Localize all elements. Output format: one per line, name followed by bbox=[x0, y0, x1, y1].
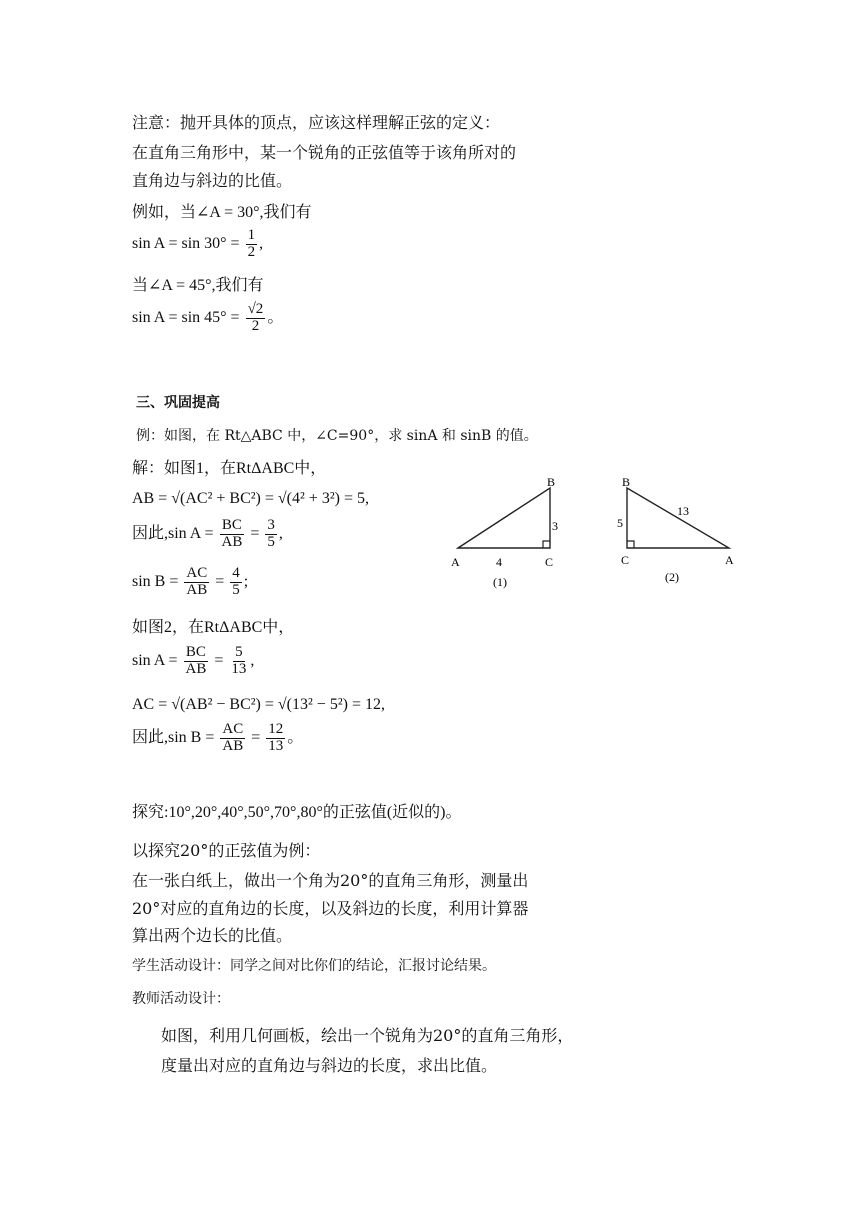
solution-line-8: 因此,sin B = $\frac{AC}{AB}$ = $\frac{12}{13}$ 。 bbox=[132, 721, 304, 754]
figure-1-triangle bbox=[440, 470, 570, 595]
right-angle-mark-2 bbox=[627, 541, 634, 548]
teacher-line-1: 如图，利用几何画板，绘出一个锐角为20°的直角三角形， bbox=[161, 1026, 574, 1045]
example-45-intro: 当∠A = 45°,我们有 bbox=[132, 277, 264, 294]
fig2-label-a: A bbox=[725, 553, 734, 567]
solution-line-2: AB = √(AC² + BC²) = √(4² + 3²) = 5, bbox=[132, 490, 369, 507]
fig1-label-b: B bbox=[547, 475, 556, 489]
example-problem: 例：如图，在 Rt△ABC 中，∠C=90°，求 sinA 和 sinB 的值。 bbox=[136, 428, 538, 444]
fig1-caption: (1) bbox=[493, 575, 507, 589]
teacher-line-2: 度量出对应的直角边与斜边的长度，求出比值。 bbox=[161, 1056, 498, 1075]
fig1-label-a: A bbox=[451, 555, 460, 569]
right-angle-mark-1 bbox=[543, 541, 550, 548]
solution-line-6: sin A = $\frac{BC}{AB}$ = $\frac{5}{13}$ , bbox=[132, 644, 255, 677]
explore-line-4: 20°对应的直角边的长度，以及斜边的长度，利用计算器 bbox=[132, 899, 529, 918]
fig2-side-bc: 5 bbox=[617, 516, 623, 530]
triangle-2 bbox=[627, 488, 729, 548]
frac-1-2: $\frac{1}{2}$ bbox=[247, 227, 256, 260]
frac-sqrt2-2: $\frac{√2}{2}$ bbox=[247, 301, 264, 334]
fig1-side-ac: 4 bbox=[496, 555, 502, 569]
explore-line-1: 探究:10°,20°,40°,50°,70°,80°的正弦值(近似的)。 bbox=[132, 804, 462, 821]
explore-line-5: 算出两个边长的比值。 bbox=[132, 926, 293, 945]
note-line-2: 在直角三角形中，某一个锐角的正弦值等于该角所对的 bbox=[132, 143, 517, 162]
note-line-1: 注意：抛开具体的顶点，应该这样理解正弦的定义： bbox=[132, 113, 501, 132]
explore-line-3: 在一张白纸上，做出一个角为20°的直角三角形，测量出 bbox=[132, 871, 529, 890]
note-line-3: 直角边与斜边的比值。 bbox=[132, 171, 293, 190]
solution-line-3: 因此,sin A = $\frac{BC}{AB}$ = $\frac{3}{5}$ , bbox=[132, 517, 283, 550]
figure-2-triangle bbox=[605, 470, 745, 590]
solution-line-7: AC = √(AB² − BC²) = √(13² − 5²) = 12, bbox=[132, 696, 385, 713]
eq-sin45: sin A = sin 45° = $\frac{√2}{2}$ 。 bbox=[132, 301, 284, 334]
solution-line-4: sin B = $\frac{AC}{AB}$ = $\frac{4}{5}$ ; bbox=[132, 565, 249, 598]
student-activity: 学生活动设计：同学之间对比你们的结论，汇报讨论结果。 bbox=[132, 958, 496, 974]
teacher-activity: 教师活动设计： bbox=[132, 991, 230, 1007]
eq-sin30: sin A = sin 30° = $\frac{1}{2}$ , bbox=[132, 227, 264, 260]
fig2-caption: (2) bbox=[665, 570, 679, 584]
fig1-label-c: C bbox=[545, 555, 554, 569]
section-title: 三、巩固提高 bbox=[136, 395, 220, 411]
fig2-label-b: B bbox=[622, 475, 631, 489]
fig2-label-c: C bbox=[621, 553, 630, 567]
fig2-side-ab: 13 bbox=[677, 504, 689, 518]
triangle-1 bbox=[458, 488, 550, 548]
solution-line-5: 如图2，在RtΔABC中， bbox=[132, 619, 295, 636]
solution-line-1: 解：如图1，在RtΔABC中， bbox=[132, 460, 327, 477]
example-30-intro: 例如，当∠A = 30°,我们有 bbox=[132, 204, 312, 221]
fig1-side-bc: 3 bbox=[552, 519, 558, 533]
explore-line-2: 以探究20°的正弦值为例： bbox=[132, 841, 321, 860]
